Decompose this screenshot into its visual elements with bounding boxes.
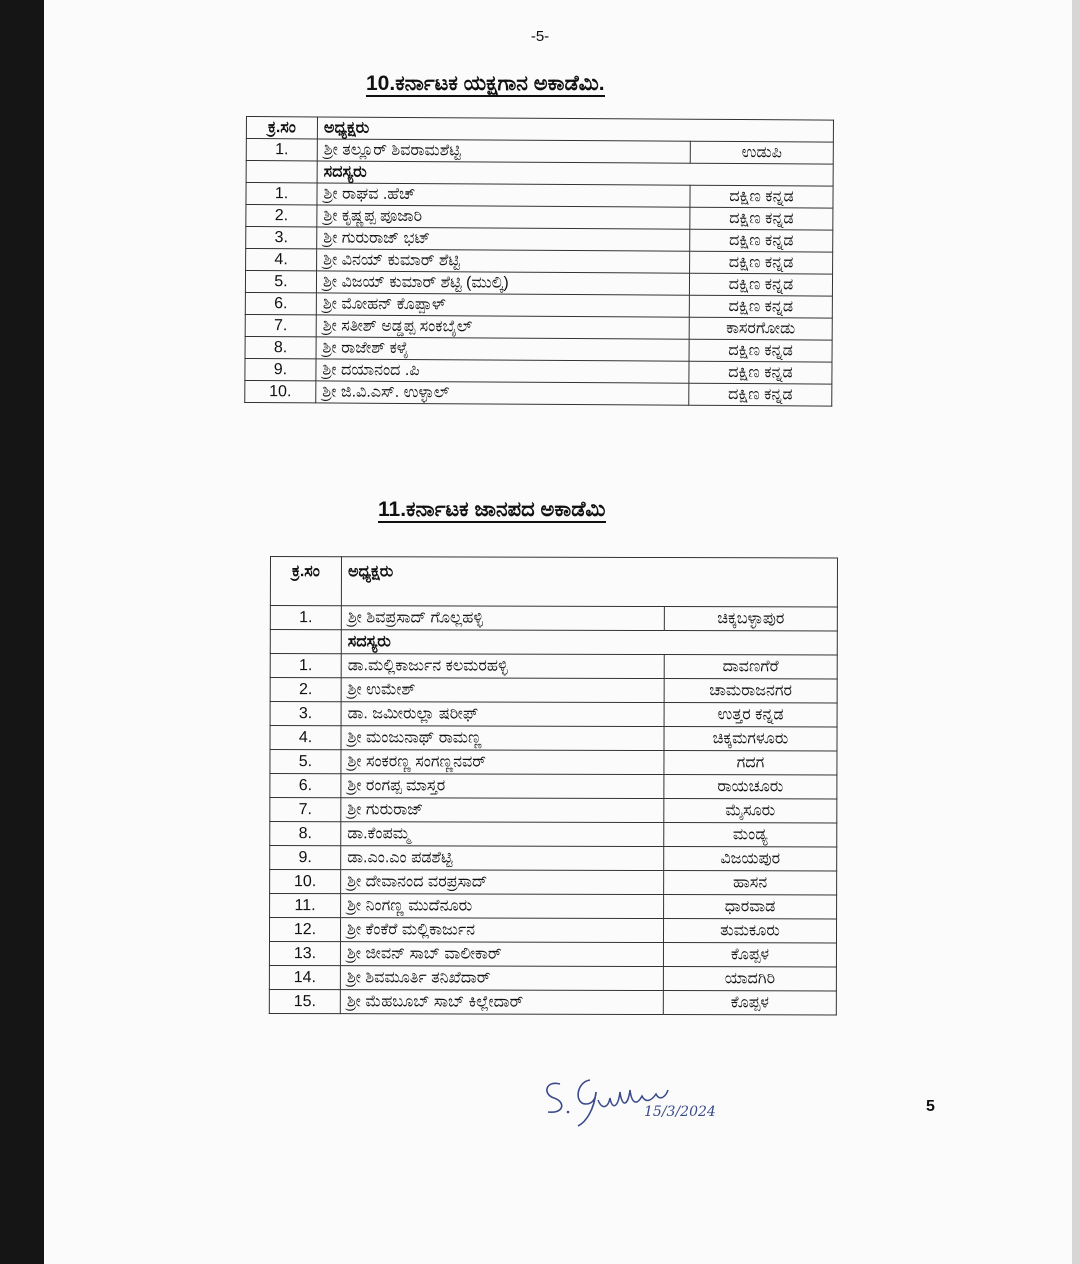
member-serial: 14. (269, 965, 340, 989)
member-name: ಶ್ರೀ ಕೆಂಕೆರೆ ಮಲ್ಲಿಕಾರ್ಜುನ (340, 918, 663, 943)
member-serial: 7. (270, 798, 341, 822)
section-2-title: 11.ಕರ್ನಾಟಕ ಜಾನಪದ ಅಕಾಡೆಮಿ (378, 498, 606, 521)
member-district: ವಿಜಯಪುರ (664, 847, 837, 871)
table-row (269, 965, 836, 990)
section-1-title: 10.ಕರ್ನಾಟಕ ಯಕ್ಷಗಾನ ಅಕಾಡೆಮಿ. (366, 72, 605, 95)
member-district: ದಕ್ಷಿಣ ಕನ್ನಡ (689, 361, 832, 384)
member-name: ಶ್ರೀ ದೇವಾನಂದ ವರಪ್ರಸಾದ್ (341, 870, 664, 895)
chair-serial: 1. (270, 606, 341, 630)
member-serial: 4. (270, 726, 341, 750)
member-district: ಮಂಡ್ಯ (664, 823, 837, 847)
yakshagana-academy-table (244, 116, 834, 407)
member-name: ಡಾ.ಮಲ್ಲಿಕಾರ್ಜುನ ಕಲಮರಹಳ್ಳಿ (341, 654, 664, 679)
member-serial: 1. (246, 183, 317, 205)
member-name: ಶ್ರೀ ಗುರುರಾಜ್ ಭಟ್ (317, 227, 690, 251)
member-serial: 15. (269, 989, 340, 1013)
member-serial: 10. (245, 380, 316, 402)
table-row (270, 798, 837, 823)
member-serial: 2. (246, 205, 317, 227)
member-district: ದಕ್ಷಿಣ ಕನ್ನಡ (689, 295, 832, 318)
member-district: ಚಿಕ್ಕಮಗಳೂರು (664, 727, 837, 751)
table-row (270, 846, 837, 871)
chair-label: ಅಧ್ಯಕ್ಷರು (341, 557, 837, 607)
member-serial: 2. (270, 678, 341, 702)
member-serial: 3. (246, 227, 317, 249)
member-name: ಶ್ರೀ ಸತೀಶ್ ಅಡ್ಡಪ್ಪ ಸಂಕಬೈಲ್ (316, 315, 689, 339)
member-name: ಶ್ರೀ ಗುರುರಾಜ್ (341, 798, 664, 823)
member-name: ಶ್ರೀ ದಯಾನಂದ .ಪಿ (316, 359, 689, 383)
signature-date: 15/3/2024 (644, 1104, 716, 1120)
member-district: ಕೊಪ್ಪಳ (663, 991, 836, 1015)
page-number-bottom: 5 (926, 1098, 935, 1115)
member-name: ಶ್ರೀ ರಾಘವ .ಹೆಚ್ (317, 183, 690, 207)
page-number-top: -5- (530, 28, 550, 45)
table-row (270, 894, 837, 919)
table-row (270, 726, 837, 751)
member-district: ದಕ್ಷಿಣ ಕನ್ನಡ (690, 207, 833, 230)
member-serial: 7. (245, 314, 316, 336)
table-row (270, 702, 837, 727)
member-name: ಡಾ. ಜಮೀರುಲ್ಲಾ ಷರೀಫ್ (341, 702, 664, 727)
member-district: ಮೈಸೂರು (664, 799, 837, 823)
table-row (270, 750, 837, 775)
members-label: ಸದಸ್ಯರು (341, 630, 837, 655)
member-name: ಶ್ರೀ ಸಂಕರಣ್ಣ ಸಂಗಣ್ಣನವರ್ (341, 750, 664, 775)
member-district: ಗದಗ (664, 751, 837, 775)
member-serial: 4. (246, 249, 317, 271)
member-district: ಯಾದಗಿರಿ (663, 967, 836, 991)
table-header-row (270, 557, 837, 607)
member-district: ಧಾರವಾಡ (664, 895, 837, 919)
chair-name: ಶ್ರೀ ಶಿವಪ್ರಸಾದ್ ಗೊಲ್ಲಹಳ್ಳಿ (341, 606, 664, 631)
member-district: ದಕ್ಷಿಣ ಕನ್ನಡ (689, 273, 832, 296)
member-district: ತುಮಕೂರು (663, 919, 836, 943)
member-district: ಹಾಸನ (664, 871, 837, 895)
chair-name: ಶ್ರೀ ತಲ್ಲೂರ್ ಶಿವರಾಮಶೆಟ್ಟಿ (317, 139, 690, 163)
member-serial: 1. (270, 654, 341, 678)
member-name: ಶ್ರೀ ಉಮೇಶ್ (341, 678, 664, 703)
chair-label: ಅಧ್ಯಕ್ಷರು (317, 117, 833, 142)
member-name: ಶ್ರೀ ಶಿವಮೂರ್ತಿ ತನಿಖೆದಾರ್ (340, 966, 663, 991)
member-name: ಶ್ರೀ ರಂಗಪ್ಪ ಮಾಸ್ತರ (341, 774, 664, 799)
member-district: ದಕ್ಷಿಣ ಕನ್ನಡ (690, 185, 833, 208)
member-name: ಶ್ರೀ ಮೆಹಬೂಬ್ ಸಾಬ್ ಕಿಲ್ಲೇದಾರ್ (340, 990, 663, 1015)
member-serial: 8. (245, 336, 316, 358)
member-serial: 10. (270, 870, 341, 894)
member-serial: 6. (245, 292, 316, 314)
member-name: ಶ್ರೀ ಮಂಜುನಾಥ್ ರಾಮಣ್ಣ (341, 726, 664, 751)
member-name: ಶ್ರೀ ಕೃಷ್ಣಪ್ಪ ಪೂಜಾರಿ (317, 205, 690, 229)
member-serial: 6. (270, 774, 341, 798)
table-row (270, 870, 837, 895)
member-serial: 13. (269, 942, 340, 966)
chair-district: ಚಿಕ್ಕಬಳ್ಳಾಪುರ (664, 607, 837, 631)
scan-edge-right (1072, 0, 1080, 1264)
member-serial: 12. (269, 918, 340, 942)
serial-header: ಕ್ರ.ಸಂ (246, 117, 317, 139)
member-name: ಶ್ರೀ ಜೀವನ್ ಸಾಬ್ ವಾಲೀಕಾರ್ (340, 942, 663, 967)
member-district: ಉತ್ತರ ಕನ್ನಡ (664, 703, 837, 727)
member-serial: 3. (270, 702, 341, 726)
table-row (270, 678, 837, 703)
member-district: ದಕ್ಷಿಣ ಕನ್ನಡ (690, 229, 833, 252)
member-serial: 5. (270, 750, 341, 774)
member-district: ಕಾಸರಗೋಡು (689, 317, 832, 340)
member-district: ದಾವಣಗೆರೆ (664, 655, 837, 679)
member-name: ಶ್ರೀ ವಿನಯ್ ಕುಮಾರ್ ಶೆಟ್ಟಿ (317, 249, 690, 273)
members-label: ಸದಸ್ಯರು (317, 161, 833, 186)
table-row (270, 774, 837, 799)
member-name: ಡಾ.ಎಂ.ಎಂ ಪಡಶೆಟ್ಟಿ (341, 846, 664, 871)
member-name: ಶ್ರೀ ನಿಂಗಣ್ಣ ಮುದೆನೂರು (341, 894, 664, 919)
member-serial: 11. (270, 894, 341, 918)
member-serial: 5. (245, 271, 316, 293)
serial-header: ಕ್ರ.ಸಂ (270, 557, 341, 606)
table-row (245, 380, 832, 406)
scan-edge-left (0, 0, 44, 1264)
member-name: ಶ್ರೀ ರಾಜೇಶ್ ಕಳೈ (316, 337, 689, 361)
handwritten-signature (538, 1070, 738, 1130)
members-label-row (270, 630, 837, 655)
member-serial: 9. (245, 358, 316, 380)
member-serial: 8. (270, 822, 341, 846)
member-name: ಡಾ.ಕೆಂಪಮ್ಮ (341, 822, 664, 847)
member-district: ಕೊಪ್ಪಳ (663, 943, 836, 967)
table-row (270, 654, 837, 679)
member-name: ಶ್ರೀ ಮೋಹನ್ ಕೊಪ್ಪಾಳ್ (316, 293, 689, 317)
member-name: ಶ್ರೀ ಜಿ.ವಿ.ಎಸ್. ಉಳ್ಳಾಲ್ (316, 381, 689, 405)
member-name: ಶ್ರೀ ವಿಜಯ್ ಕುಮಾರ್ ಶೆಟ್ಟಿ (ಮುಲ್ಕಿ) (316, 271, 689, 295)
chair-district: ಉಡುಪಿ (690, 141, 833, 164)
member-district: ದಕ್ಷಿಣ ಕನ್ನಡ (690, 251, 833, 274)
chair-row (270, 606, 837, 631)
member-district: ಚಾಮರಾಜನಗರ (664, 679, 837, 703)
table-row (270, 822, 837, 847)
member-serial: 9. (270, 846, 341, 870)
chair-serial: 1. (246, 139, 317, 161)
table-row (269, 918, 836, 943)
table-row (269, 942, 836, 967)
member-district: ದಕ್ಷಿಣ ಕನ್ನಡ (689, 383, 832, 406)
table-row (269, 989, 836, 1014)
janapada-academy-table (269, 556, 838, 1015)
member-district: ರಾಯಚೂರು (664, 775, 837, 799)
member-district: ದಕ್ಷಿಣ ಕನ್ನಡ (689, 339, 832, 362)
